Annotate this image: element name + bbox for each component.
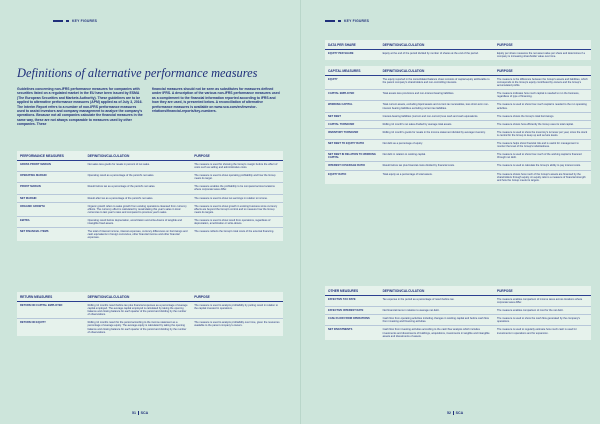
definition-cell: Rolling 12 months result for the period according to the income statement as a percentage of average equity. The average equity is calculated by taking the opening balance and closing balance for each quarter of the period and dividing by the number of observations. [87,321,187,334]
definition-cell: Cash flow from investing activities according to the cash flow analysis which includes investments and divestments of buildings, acquisitions, investments in tangible and intangible assets and divestments of assets. [382,328,490,338]
table-row [325,307,591,315]
table-row [325,151,591,162]
definition-cell: Rolling 12 months result before tax plus financial expenses as a percentage of average capital employed. The average capital employed is calculated by taking the opening balance and closing balance for each quarter of the period and dividing by the number of observations. [87,304,188,317]
purpose-cell: The measure enables comparison of income taxes across locations where corporate taxes differ. [496,298,583,305]
definition-cell: Net debt as a percentage of equity. [382,142,423,146]
purpose-cell: The measure is used to show how much of the working capital is financed through net debt. [496,153,582,160]
return-measures-table [17,292,283,336]
separator-icon [453,411,454,415]
table-header [325,286,591,296]
table-row [325,129,591,140]
definition-cell: Net sales less goods for resale in percent of net sales. [87,163,150,166]
data-per-share-table [325,40,591,60]
column-header: DEFINITION/CALCULATION [382,43,425,47]
table-row [17,302,283,319]
definition-cell: Rolling 12 month's net sales divided by average total assets. [382,122,453,126]
header-label: KEY FIGURES [344,19,370,23]
purpose-cell: The measure enables the profitability to be compared across locations where corporate taxes differ. [194,185,275,192]
table-row [17,195,283,203]
purpose-cell: The measure is used to show net earnings in relation to income. [194,196,268,200]
measure-name: EQUITY PER SHARE [328,52,354,55]
measure-name: WORKING CAPITAL [328,103,353,107]
column-header: DATA PER SHARE [328,43,356,47]
definition-cell: Organic growth refers to sales growth from existing operations cleansed from currency effects. The currency effect is calculated by recalculating this year's sales in local currencies to last year's rates and compared to previous year's sales. [87,204,187,214]
purpose-cell: The measure shows how much of the Group's assets are financed by the shareholders through equity. An equity ratio is a measure of financial strength and how the Group meets its targets. [496,172,586,182]
page-number-text: 51 [132,411,136,415]
page-number [132,411,148,415]
definition-cell: Net financial items in relation to average net debt. [382,309,440,313]
table-row [325,296,591,307]
measure-name: CAPITAL EMPLOYED [328,92,355,96]
purpose-cell: The measure is used to calculate the Group's ability to pay interest costs. [496,164,581,168]
column-header: PURPOSE [496,289,513,293]
brand-label: SCA [140,411,149,415]
purpose-cell: The measure shows how efficiently the Group uses its total capital. [496,122,574,126]
column-header: PURPOSE [194,154,210,158]
measure-name: CASH FLOW FROM OPERATIONS [328,317,370,321]
purpose-cell: The measure is used for showing the Group's margin before the effect of costs such as selling and administrative costs. [194,163,278,170]
column-header: PURPOSE [194,295,210,299]
definition-cell: The total of interest income, interest expenses, currency differences on borrowings and cash equivalents in foreign currencies, other financial income and other financial expenses. [87,230,188,240]
table-row [325,326,591,339]
performance-measures-table [17,151,283,241]
measure-name: ORGANIC GROWTH [20,204,45,208]
measure-name: NET DEBT [328,114,341,118]
column-header: DEFINITION/CALCULATION [382,289,425,293]
table-header [17,292,283,302]
purpose-cell: The measure is used to show result from operations, regardless of depreciation, amortization or write-downs. [194,218,271,226]
table-row [325,140,591,151]
purpose-cell: The measure reflects the Group's total costs of the external financing. [194,230,274,234]
header-label: KEY FIGURES [72,19,98,23]
definition-cell: Result after tax as a percentage of the period's net sales. [87,196,154,200]
header-bar-icon [325,20,335,22]
definition-cell: Tax expense in the period as a percentage of result before tax. [382,298,455,301]
column-header: OTHER MEASURES [328,289,359,293]
definition-cell: Result before tax as a percentage of the period's net sales. [87,185,156,189]
purpose-cell: Equity per share measures the net asset value per share and determines if a company is increasing shareholder value over time. [496,52,585,59]
definition-cell: Total equity as a percentage of total assets. [382,172,433,176]
measure-name: INTEREST COVERAGE RATIO [328,164,365,168]
measure-name: INVENTORY TURNOVER [328,130,359,134]
purpose-cell: The measure is used to show the cash flow generated by the company's operations. [496,317,580,324]
header-bar-icon [338,20,341,22]
definition-cell: Operating result as a percentage of the period's net sales. [87,174,155,178]
header-bar-icon [53,20,63,22]
measure-name: NET DEBT TO EQUITY RATIO [328,142,365,146]
column-header: DEFINITION/CALCULATION [87,295,130,299]
measure-name: EQUITY RATIO [328,172,347,176]
running-header [53,19,97,23]
column-header: PERFORMANCE MEASURES [20,154,64,158]
measure-name: RETURN ON CAPITAL EMPLOYED [20,304,63,307]
measure-name: NET INVESTMENTS [328,328,353,332]
column-header: PURPOSE [496,43,513,47]
table-row [325,90,591,101]
purpose-cell: The measure is used to regularly estimate how much cash is used for investments in operations and for expansion. [496,328,577,335]
measure-name: PROFIT MARGIN [20,185,41,189]
separator-icon [138,411,139,415]
table-row [325,162,591,170]
purpose-cell: The measure is used to analyze profitability over time, given the resources available to the parent company's owners. [194,321,280,328]
table-row [325,76,591,90]
table-header [325,40,591,50]
table-row [325,101,591,112]
measure-name: RETURN ON EQUITY [20,321,46,325]
definition-cell: Net debt in relation to working capital. [382,153,426,157]
table-row [17,203,283,217]
definition-cell: Cash flow from operating activities including changes in working capital and before cash flow from investing and financing activities. [382,317,489,324]
measure-name: NET MARGIN [20,196,37,200]
intro-text-left: Guidelines concerning non-IFRS performance measures for companies with securities listed on a regulated market in the EU have been issued by ESMA (The European Securities and Markets Authority). These guidelines are to be applied to alternative performance measures (APM) applied as of July 3, 2016. The Interim Report refers to a number of non-IFRS performance measures used to assist investors and company management to analyze the company's operations. Because not all companies calculate the financial measures in the same way, these are not always comparable to measures used by other companies. These [17,87,143,127]
purpose-cell: The measure is used to show operating profitability and how the Group meets its target. [194,174,276,181]
brand-label: SCA [455,411,464,415]
measure-name: OPERATING MARGIN [20,174,47,178]
purpose-cell: The measure is used to show the inventory's turnover per year, since the stock is central for the Group to keep up and service levels. [496,130,588,137]
purpose-cell: The measure is used to show growth in existing business since currency effects are beyond the Group's control and to measure how the Group meets its targets. [194,204,278,214]
table-row [325,315,591,326]
right-page [300,0,600,424]
measure-name: NET DEBT IN RELATION TO WORKING CAPITAL [328,153,376,160]
measure-name: GROSS PROFIT MARGIN [20,163,51,166]
intro-text-right: financial measures should not be seen as substitutes for measures defined under IFRS. A description of the various non-IFRS performance measures used as a complement to the financial information reported according to IFRS and how they are used, is presented below. A reconciliation of alternative performance measures is available on www.sca.com/en/investor-relations/financial-reports/key-numbers. [152,87,280,114]
table-header [17,151,283,161]
page-number [447,411,463,415]
measure-name: EQUITY [328,78,338,81]
purpose-cell: The measure is the difference between the Group's assets and liabilities, which corresponds to the Group's equity contributed by owners and the Group's accumulated profits. [496,78,588,88]
purpose-cell: The measure is used to analyze profitability by putting result in relation to the capital invested in operations. [194,304,278,311]
table-row [325,121,591,129]
capital-measures-table [325,66,591,184]
purpose-cell: The measure enables comparison of cost for the net debt. [496,309,564,313]
purpose-cell: The measure shows the Group's total borrowings. [496,114,555,118]
header-bar-icon [66,20,69,22]
measure-name: EFFECTIVE TAX RATE [328,298,356,301]
purpose-cell: The measure helps show financial risk and is useful for management to monitor the level of the Group's indebtedness. [496,142,579,149]
running-header [325,19,369,23]
table-row [17,161,283,172]
measure-name: CAPITAL TURNOVER [328,122,355,126]
purpose-cell: The measure indicates how much capital is needed to run the business, regardless of type of financing. [496,92,580,99]
definition-cell: Rolling 12 month's goods for resale in the income statement divided by average inventory. [382,130,486,134]
column-header: RETURN MEASURES [20,295,53,299]
definition-cell: Interest-bearing liabilities (current and non-current) less cash and cash equivalents. [382,114,479,118]
page-title: Definitions of alternative performance measures [17,66,258,80]
purpose-cell: The measure is used to show how much capital is needed to the run operating activities. [496,103,587,110]
table-row [17,183,283,194]
column-header: DEFINITION/CALCULATION [382,69,425,73]
measure-name: EFFECTIVE INTEREST RATE [328,309,364,313]
column-header: DEFINITION/CALCULATION [87,154,130,158]
definition-cell: Result before tax plus financial costs divided by financial costs. [382,164,455,168]
definition-cell: Total assets less provisions and non-interest bearing liabilities. [382,92,455,96]
table-row [17,217,283,228]
table-row [325,50,591,60]
definition-cell: Operating result before depreciation, amortization and write-downs of tangible and intangible fixed assets. [87,218,182,226]
table-row [325,171,591,184]
column-header: CAPITAL MEASURES [328,69,361,73]
table-row [17,319,283,335]
page-number-text: 52 [447,411,451,415]
measure-name: EBITDA [20,218,30,222]
column-header: PURPOSE [496,69,513,73]
table-row [17,228,283,241]
definition-cell: Total current assets, excluding liquid assets and current tax receivables, less short-term non-interest bearing liabilities excluding current tax liabilities. [382,103,489,110]
table-row [17,172,283,183]
table-row [325,113,591,121]
definition-cell: Equity at the end of the period divided by number of shares at the end of the period. [382,52,479,55]
definition-cell: The equity reported in the consolidated balance sheet consists of capital equity attributable to the parent company's shareholders and non-controlling interests. [382,78,490,85]
other-measures-table [325,286,591,340]
measure-name: NET FINANCIAL ITEMS [20,230,49,234]
table-header [325,66,591,76]
